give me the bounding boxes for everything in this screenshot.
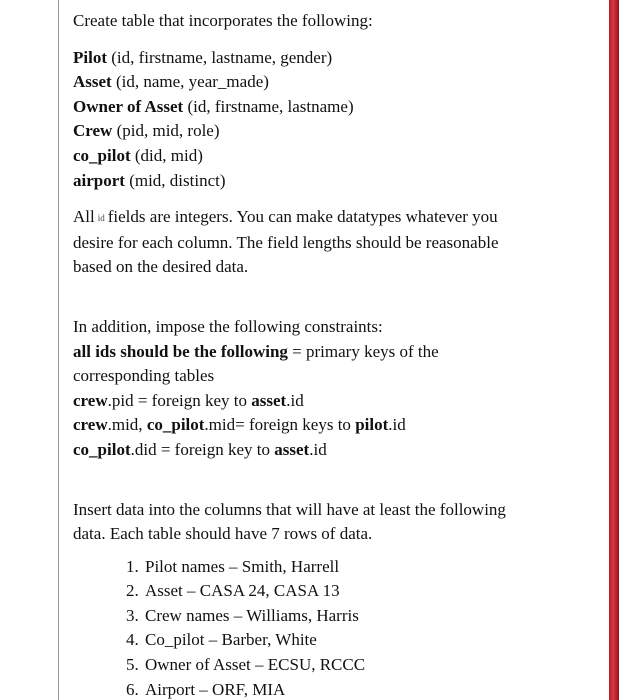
table-columns: (id, firstname, lastname, gender) [107, 47, 333, 67]
insert-section: Insert data into the columns that will have at least the following data. Each table should have 7 rows of data. 1. Pilot names – Smith, Harrell 2. Asset – CASA 24, CASA 13 3. Crew names – Williams, Harris 4. Co_pilot – Barber, White 5. Owner of Asset – ECSU, RCCC 6. Airport – ORF, MIA [73, 498, 598, 700]
constraint-crew-mid: crew.mid, co_pilot.mid= foreign keys to pilot.id [73, 415, 406, 435]
fields-note: All id fields are integers. You can make datatypes whatever you desire for each column. The field lengths should be reasonable based on the desired data. [73, 207, 499, 277]
right-border [609, 0, 619, 700]
small-id-text: id [97, 213, 105, 224]
list-item: 3. Crew names – Williams, Harris [143, 604, 598, 629]
constraints-section: In addition, impose the following constraints: all ids should be the following = primary keys of the corresponding tables crew.pid = foreign key to asset.id crew.mid, co_pilot.mid= foreign keys to pilot.id co_pilot.did = foreign key to asset.id [73, 315, 598, 463]
table-columns: (mid, distinct) [124, 170, 226, 190]
table-name: Crew [73, 121, 113, 141]
table-name: Asset [73, 72, 112, 92]
list-item: 5. Owner of Asset – ECSU, RCCC [143, 653, 598, 678]
insert-data-list [73, 555, 598, 700]
table-owner [73, 95, 598, 120]
table-columns: (id, name, year_made) [111, 72, 269, 92]
list-item: 2. Asset – CASA 24, CASA 13 [143, 579, 598, 604]
table-pilot [73, 46, 598, 71]
table-name: co_pilot [73, 145, 131, 165]
constraints-intro: In addition, impose the following constraints: [73, 316, 383, 336]
table-asset [73, 70, 598, 95]
list-item: 6. Airport – ORF, MIA [143, 678, 598, 700]
list-item: 1. Pilot names – Smith, Harrell [143, 555, 598, 580]
table-name: Pilot [73, 47, 107, 67]
assignment-text [73, 9, 598, 700]
table-columns: (did, mid) [130, 145, 203, 165]
left-border [58, 0, 59, 700]
constraint-crew-pid: crew.pid = foreign key to asset.id [73, 390, 304, 410]
table-co-pilot [73, 144, 598, 169]
table-name: Owner of Asset [73, 96, 184, 116]
table-columns: (pid, mid, role) [112, 121, 220, 141]
intro-line: Create table that incorporates the following: [73, 11, 373, 30]
table-crew [73, 119, 598, 144]
constraint-co-pilot-did: co_pilot.did = foreign key to asset.id [73, 439, 327, 459]
table-airport [73, 169, 598, 194]
table-columns: (id, firstname, lastname) [183, 96, 354, 116]
list-item: 4. Co_pilot – Barber, White [143, 628, 598, 653]
table-name: airport [73, 170, 125, 190]
table-list [73, 46, 598, 194]
